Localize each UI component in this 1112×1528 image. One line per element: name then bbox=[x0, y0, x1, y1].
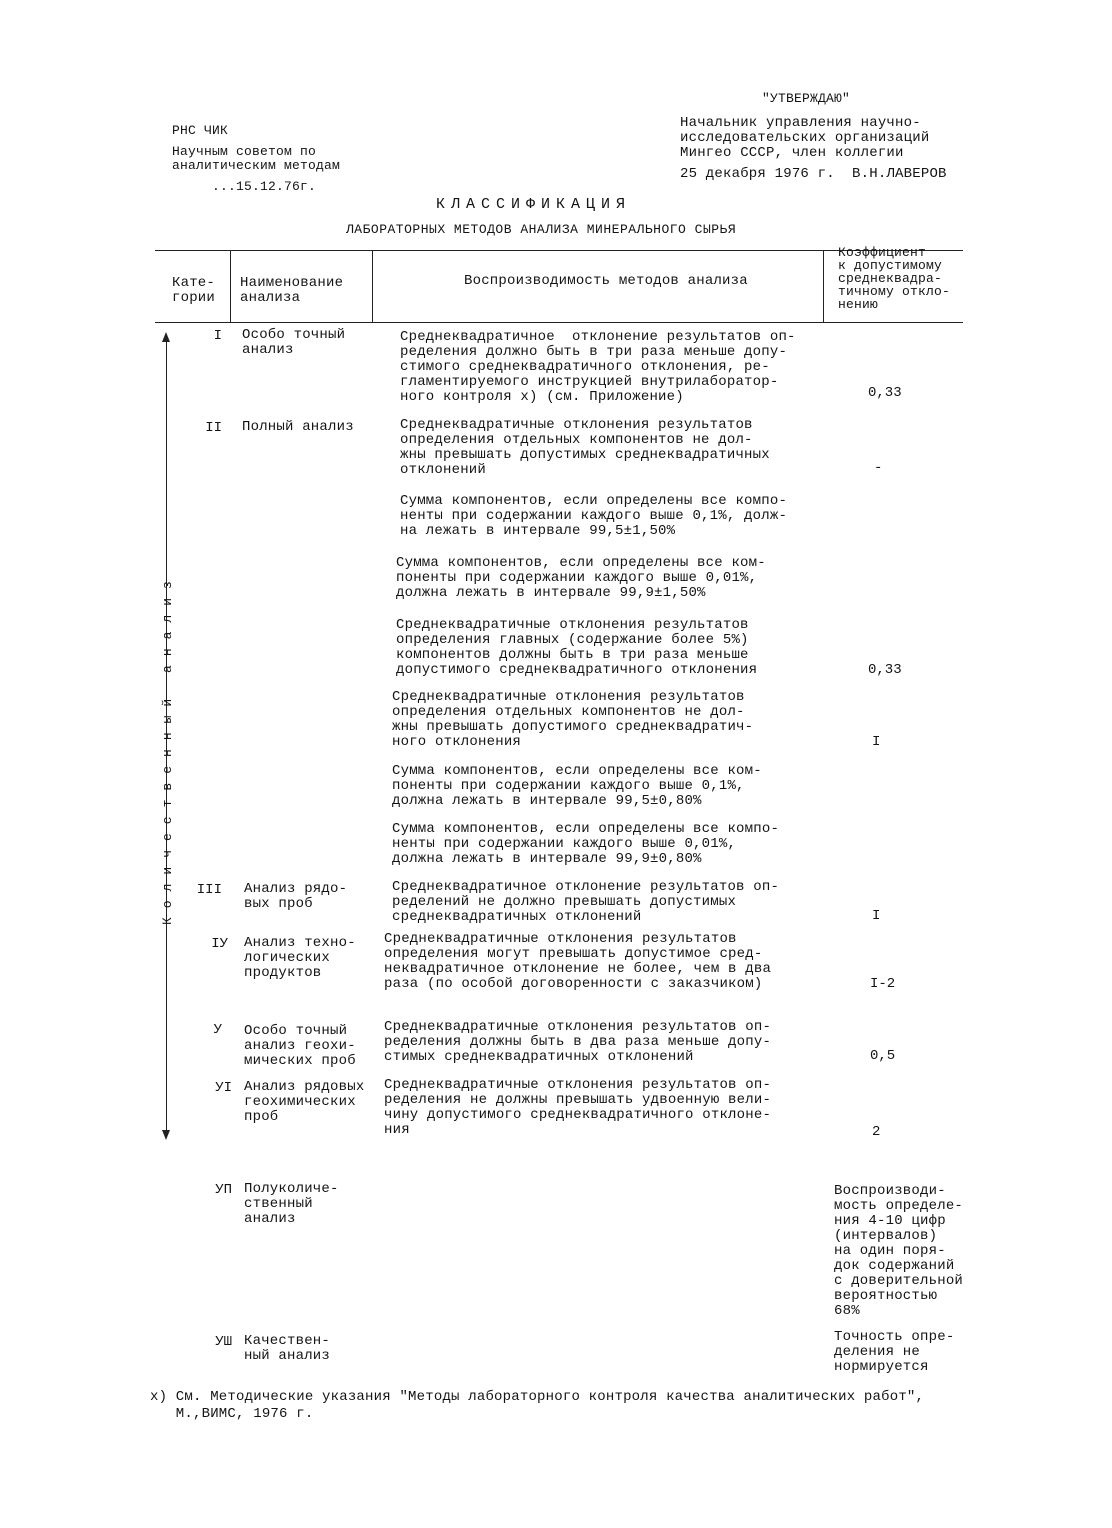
row-analysis-name: Анализ техно- логических продуктов bbox=[244, 935, 356, 981]
row-description: Сумма компонентов, если определены все компо- ненты при содержании каждого выше 0,01%, должна лежать в интервале 99,9±0,80% bbox=[392, 821, 780, 867]
arrow-down-icon bbox=[162, 1130, 170, 1140]
approval-org-line3: аналитическим методам bbox=[172, 158, 341, 173]
approver-title-line1: Начальник управления научно- bbox=[680, 115, 921, 131]
header-analysis-name: Наименование анализа bbox=[240, 275, 344, 306]
row-description: Среднеквадратичные отклонения результатов оп- ределения должны быть в два раза меньше допу- стимых среднеквадратичных отклонений bbox=[384, 1019, 772, 1065]
row-analysis-name: Полуколиче- ственный анализ bbox=[244, 1181, 339, 1227]
row-category: УШ bbox=[215, 1334, 232, 1350]
header-category: Кате- гории bbox=[172, 275, 216, 306]
row-analysis-name: Анализ рядовых геохимических проб bbox=[244, 1079, 365, 1125]
footnote-line1: х) См. Методические указания "Методы лабораторного контроля качества аналитических работ", bbox=[150, 1389, 925, 1405]
approval-org-line2: Научным советом по bbox=[172, 144, 317, 159]
row-category: УI bbox=[215, 1080, 232, 1096]
row-category: У bbox=[213, 1022, 222, 1038]
row-description: Среднеквадратичные отклонения результатов оп- ределения не должны превышать удвоенную вели- чину допустимого среднеквадратичного отклоне- ния bbox=[384, 1077, 772, 1138]
row-coefficient: I-2 bbox=[870, 976, 896, 992]
row-description: Сумма компонентов, если определены все компо- ненты при содержании каждого выше 0,1%, долж- на лежать в интервале 99,5±1,50% bbox=[400, 493, 788, 539]
row-analysis-name: Особо точный анализ bbox=[242, 327, 346, 358]
row-coefficient: I bbox=[872, 908, 881, 924]
row-coefficient: 0,5 bbox=[870, 1048, 896, 1064]
footnote-line2: М.,ВИМС, 1976 г. bbox=[150, 1406, 314, 1422]
header-coefficient: Коэффициент к допустимому среднеквадра- тичному откло- нению bbox=[838, 245, 951, 312]
row-description: Сумма компонентов, если определены все ком- поненты при содержании каждого выше 0,01%, должна лежать в интервале 99,9±1,50% bbox=[396, 555, 766, 601]
row-description: Среднеквадратичные отклонения результатов определения отдельных компонентов не дол- жны превышать допустимых среднеквадратичных отклонений bbox=[400, 417, 770, 478]
approver-title-line3: Мингео СССР, член коллегии bbox=[680, 145, 904, 161]
row-description: Среднеквадратичное отклонение результатов оп- ределения должно быть в три раза меньше допу- стимого среднеквадратичного отклонения, ре- гламентируемого инструкцией внутрилаборатор- ного контроля x) (см. Приложение) bbox=[400, 329, 796, 405]
row-category: IУ bbox=[211, 936, 228, 952]
row-category: II bbox=[205, 420, 222, 436]
row-description: Среднеквадратичные отклонения результатов определения главных (содержание более 5%) компонентов должны быть в три раза меньше допустимого среднеквадратичного отклонения bbox=[396, 617, 758, 678]
row-category: I bbox=[213, 328, 222, 344]
row-analysis-name: Качествен- ный анализ bbox=[244, 1333, 331, 1364]
header-divider-3 bbox=[823, 250, 824, 322]
approver-title-line2: исследовательских организаций bbox=[680, 130, 930, 146]
row-coefficient: - bbox=[874, 460, 883, 476]
row-coefficient: 0,33 bbox=[868, 385, 902, 401]
row-description: Среднеквадратичные отклонения результатов определения могут превышать допустимое сред- неквадратичное отклонение не более, чем в два раза (по особой договоренности с заказчиком) bbox=[384, 931, 772, 992]
row-coefficient: 0,33 bbox=[868, 662, 902, 678]
approval-org-line1: РНС ЧИК bbox=[172, 123, 229, 138]
row-category: III bbox=[196, 882, 222, 898]
row-coefficient: I bbox=[872, 734, 881, 750]
row-coefficient: Воспроизводи- мость определе- ния 4-10 цифр (интервалов) на один поря- док содержаний с доверительной вероятностью 68% bbox=[834, 1183, 964, 1319]
row-coefficient: 2 bbox=[872, 1124, 881, 1140]
header-reproducibility: Воспроизводимость методов анализа bbox=[464, 273, 748, 289]
approval-stamp: "УТВЕРЖДАЮ" bbox=[762, 91, 851, 106]
table-header-bottom-border bbox=[155, 322, 963, 323]
row-coefficient: Точность опре- деления не нормируется bbox=[834, 1329, 955, 1375]
row-description: Среднеквадратичное отклонение результатов оп- ределений не должно превышать допустимых среднеквадратичных отклонений bbox=[392, 879, 780, 925]
header-divider-1 bbox=[230, 250, 231, 322]
approval-date: ...15.12.76г. bbox=[212, 179, 317, 194]
row-analysis-name: Полный анализ bbox=[242, 419, 354, 435]
row-description: Сумма компонентов, если определены все ком- поненты при содержании каждого выше 0,1%, должна лежать в интервале 99,5±0,80% bbox=[392, 763, 762, 809]
row-category: УП bbox=[215, 1182, 232, 1198]
approver-date-signature: 25 декабря 1976 г. В.Н.ЛАВЕРОВ bbox=[680, 166, 947, 182]
row-description: Среднеквадратичные отклонения результатов определения отдельных компонентов не дол- жны превышать допустимого среднеквадратич- ного отклонения bbox=[392, 689, 754, 750]
row-analysis-name: Особо точный анализ геохи- мических проб bbox=[244, 1023, 356, 1069]
document-subtitle: ЛАБОРАТОРНЫХ МЕТОДОВ АНАЛИЗА МИНЕРАЛЬНОГО СЫРЬЯ bbox=[346, 222, 737, 237]
header-divider-2 bbox=[372, 250, 373, 322]
document-title: КЛАССИФИКАЦИЯ bbox=[436, 196, 632, 213]
row-analysis-name: Анализ рядо- вых проб bbox=[244, 881, 348, 912]
side-label-quantitative-analysis: Количественный анализ bbox=[160, 572, 175, 925]
